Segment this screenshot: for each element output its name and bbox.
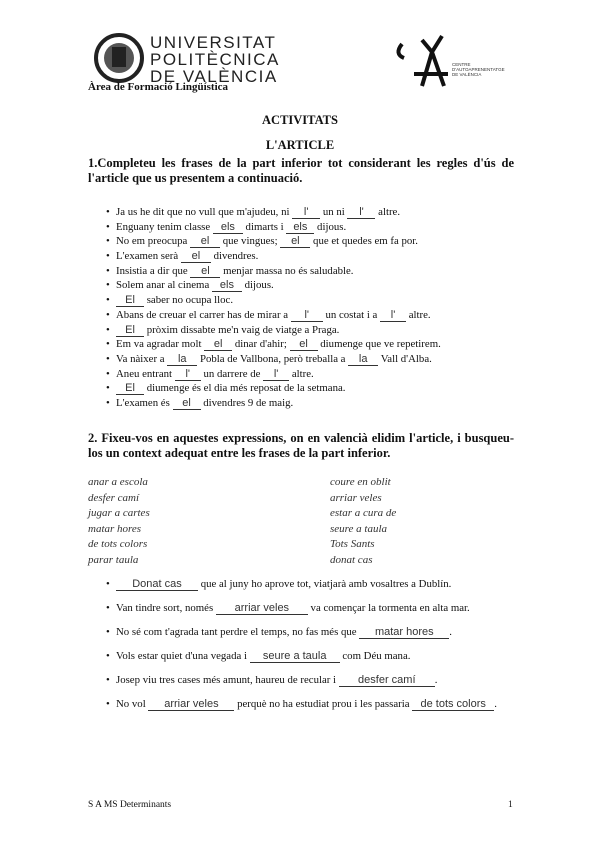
answer-blank: la: [167, 354, 197, 366]
sentence-text: que al juny ho aprove tot, viatjarà amb vosaltres a Dublín.: [198, 578, 452, 590]
answer-blank: El: [116, 325, 144, 337]
sentence-text: diumenge que ve repetirem.: [317, 338, 441, 351]
exercise2-instruction: 2. Fixeu-vos en aquestes expressions, on en valencià elidim l'article, i busqueu-los un context adequat entre les frases de la part inferior.: [88, 431, 514, 460]
sentence-text: pròxim dissabte me'n vaig de viatge a Praga.: [144, 323, 340, 336]
expression: estar a cura de: [330, 507, 397, 519]
expression: donat cas: [330, 553, 373, 566]
list-item: [106, 668, 506, 692]
list-item: [106, 337, 441, 352]
answer-blank: l': [291, 310, 323, 322]
answer-blank: l': [292, 207, 320, 219]
sentence-text: saber no ocupa lloc.: [144, 294, 234, 307]
list-item: [106, 352, 441, 367]
expression: coure en oblit: [330, 476, 391, 488]
answer-blank: el: [190, 266, 220, 278]
answer-blank: els: [286, 222, 314, 234]
list-item: [106, 264, 441, 279]
sentence-text: Pobla de Vallbona, però treballa a: [197, 352, 349, 365]
sentence-text: Vall d'Alba.: [378, 352, 432, 365]
page-title: ACTIVITATS: [262, 113, 338, 127]
bullet-icon: •: [106, 626, 110, 638]
expression: desfer camí: [88, 491, 140, 504]
sentence-text: altre.: [375, 206, 401, 218]
sentence-text: altre.: [406, 308, 431, 321]
list-item: [106, 205, 441, 220]
sentence-text: diumenge és el dia més reposat de la setmana.: [144, 382, 346, 395]
expression: arriar veles: [330, 491, 382, 504]
exercise1-list: [106, 205, 441, 411]
sentence-text: No sé com t'agrada tant perdre el temps, no fas més que: [116, 626, 360, 638]
footer-label: S A MS Determinants: [88, 800, 172, 810]
exercise2-list: [106, 572, 506, 716]
sentence-text: No em preocupa: [116, 235, 191, 248]
sentence-text: Enguany tenim classe: [116, 220, 213, 233]
list-item: [106, 234, 441, 249]
bullet-icon: •: [106, 338, 110, 351]
bullet-icon: •: [106, 650, 110, 662]
sentence-text: .: [434, 674, 438, 686]
list-item: [106, 293, 441, 308]
answer-blank: els: [213, 222, 243, 234]
expressions-left: [88, 475, 150, 568]
sentence-text: Ja us he dit que no vull que m'ajudeu, ni: [116, 206, 293, 218]
bullet-icon: •: [106, 602, 110, 614]
answer-blank: el: [280, 236, 310, 248]
bullet-icon: •: [106, 264, 110, 277]
list-item: [106, 220, 441, 235]
expression: Tots Sants: [330, 538, 375, 550]
bullet-icon: •: [106, 382, 110, 395]
sentence-text: .: [449, 626, 452, 638]
bullet-icon: •: [106, 578, 110, 590]
sentence-text: No vol: [116, 698, 149, 710]
bullet-icon: •: [106, 323, 110, 336]
bullet-icon: •: [106, 250, 110, 263]
answer-blank: l': [380, 310, 406, 322]
section-title: L'ARTICLE: [265, 138, 335, 152]
sentence-text: Abans de creuar el carrer has de mirar a: [116, 308, 291, 321]
university-line: POLITÈCNICA: [150, 50, 280, 69]
sentence-text: un ni: [320, 206, 348, 218]
answer-blank: els: [212, 280, 242, 292]
sentence-text: que vingues;: [220, 235, 281, 248]
bullet-icon: •: [106, 308, 110, 321]
list-item: [106, 381, 441, 396]
expression: seure a taula: [330, 522, 388, 535]
cad-logo: [392, 34, 542, 94]
bullet-icon: •: [106, 235, 110, 248]
sentence-text: .: [494, 698, 497, 710]
bullet-icon: •: [106, 367, 110, 380]
list-item: [106, 367, 441, 382]
upv-seal-logo: [90, 33, 148, 83]
sentence-text: dimarts i: [242, 220, 287, 233]
sentence-text: va començar la tormenta en alta mar.: [307, 602, 470, 614]
sentence-text: L'examen és: [116, 396, 173, 409]
sentence-text: divendres 9 de maig.: [200, 396, 294, 409]
page-number: 1: [508, 800, 513, 810]
sentence-text: Vols estar quiet d'una vegada i: [116, 650, 250, 662]
university-line: UNIVERSITAT: [150, 33, 277, 52]
expression: anar a escola: [88, 476, 148, 488]
expression: jugar a cartes: [88, 507, 150, 519]
answer-blank: seure a taula: [250, 651, 340, 663]
sentence-text: Van tindre sort, només: [116, 602, 216, 614]
answer-blank: arriar veles: [216, 603, 308, 615]
sentence-text: dinar d'ahir;: [232, 338, 290, 351]
answer-blank: Donat cas: [116, 579, 198, 591]
bullet-icon: •: [106, 220, 110, 233]
answer-blank: arriar veles: [148, 699, 234, 711]
university-name: [150, 34, 280, 85]
bullet-icon: •: [106, 279, 110, 292]
sentence-text: Em va agradar molt: [116, 338, 205, 351]
list-item: [106, 308, 441, 323]
list-item: [106, 620, 506, 644]
answer-blank: l': [175, 369, 201, 381]
sentence-text: un darrere de: [200, 367, 264, 380]
bullet-icon: •: [106, 294, 110, 307]
list-item: [106, 278, 441, 293]
sentence-text: Solem anar al cinema: [116, 279, 212, 292]
answer-blank: el: [190, 236, 220, 248]
answer-blank: de tots colors: [412, 699, 494, 711]
answer-blank: desfer camí: [339, 675, 435, 687]
list-item: [106, 396, 441, 411]
sentence-text: dijous.: [314, 220, 347, 233]
sentence-text: Insistia a dir que: [116, 264, 191, 277]
list-item: [106, 572, 506, 596]
answer-blank: el: [290, 339, 318, 351]
svg-text:DE VALÈNCIA: DE VALÈNCIA: [452, 72, 482, 77]
bullet-icon: •: [106, 352, 110, 365]
bullet-icon: •: [106, 698, 110, 710]
sentence-text: Va nàixer a: [116, 352, 168, 365]
answer-blank: el: [173, 398, 201, 410]
sentence-text: L'examen serà: [116, 250, 181, 263]
expression: parar taula: [88, 553, 139, 566]
university-line: DE VALÈNCIA: [150, 67, 278, 86]
answer-blank: matar hores: [359, 627, 449, 639]
list-item: [106, 692, 506, 716]
exercise1-instruction: 1.Completeu les frases de la part inferior tot considerant les regles d'ús de l'article que us presentem a continuació.: [88, 156, 514, 185]
sentence-text: Aneu entrant: [116, 367, 175, 380]
answer-blank: El: [116, 383, 144, 395]
sentence-text: dijous.: [241, 279, 274, 292]
answer-blank: el: [181, 251, 211, 263]
sentence-text: altre.: [289, 367, 314, 380]
bullet-icon: •: [106, 206, 110, 218]
answer-blank: la: [348, 354, 378, 366]
svg-text:CENTRE: CENTRE: [452, 62, 471, 67]
sentence-text: que et quedes em fa por.: [310, 235, 418, 248]
list-item: [106, 323, 441, 338]
expression: de tots colors: [88, 538, 148, 550]
answer-blank: l': [347, 207, 375, 219]
area-name: Àrea de Formació Lingüística: [88, 81, 229, 93]
expressions-right: [330, 475, 396, 568]
list-item: [106, 596, 506, 620]
sentence-text: menjar massa no és saludable.: [220, 264, 354, 277]
bullet-icon: •: [106, 396, 110, 409]
sentence-text: Josep viu tres cases més amunt, haureu de recular i: [116, 674, 339, 686]
list-item: [106, 249, 441, 264]
answer-blank: el: [204, 339, 232, 351]
sentence-text: com Déu mana.: [339, 650, 411, 662]
expression: matar hores: [88, 522, 142, 535]
answer-blank: l': [263, 369, 289, 381]
sentence-text: divendres.: [210, 250, 259, 263]
svg-text:D'AUTOAPRENENTATGE: D'AUTOAPRENENTATGE: [452, 67, 505, 72]
sentence-text: un costat i a: [322, 308, 381, 321]
sentence-text: perquè no ha estudiat prou i les passaria: [234, 698, 413, 710]
answer-blank: El: [116, 295, 144, 307]
bullet-icon: •: [106, 674, 110, 686]
list-item: [106, 644, 506, 668]
